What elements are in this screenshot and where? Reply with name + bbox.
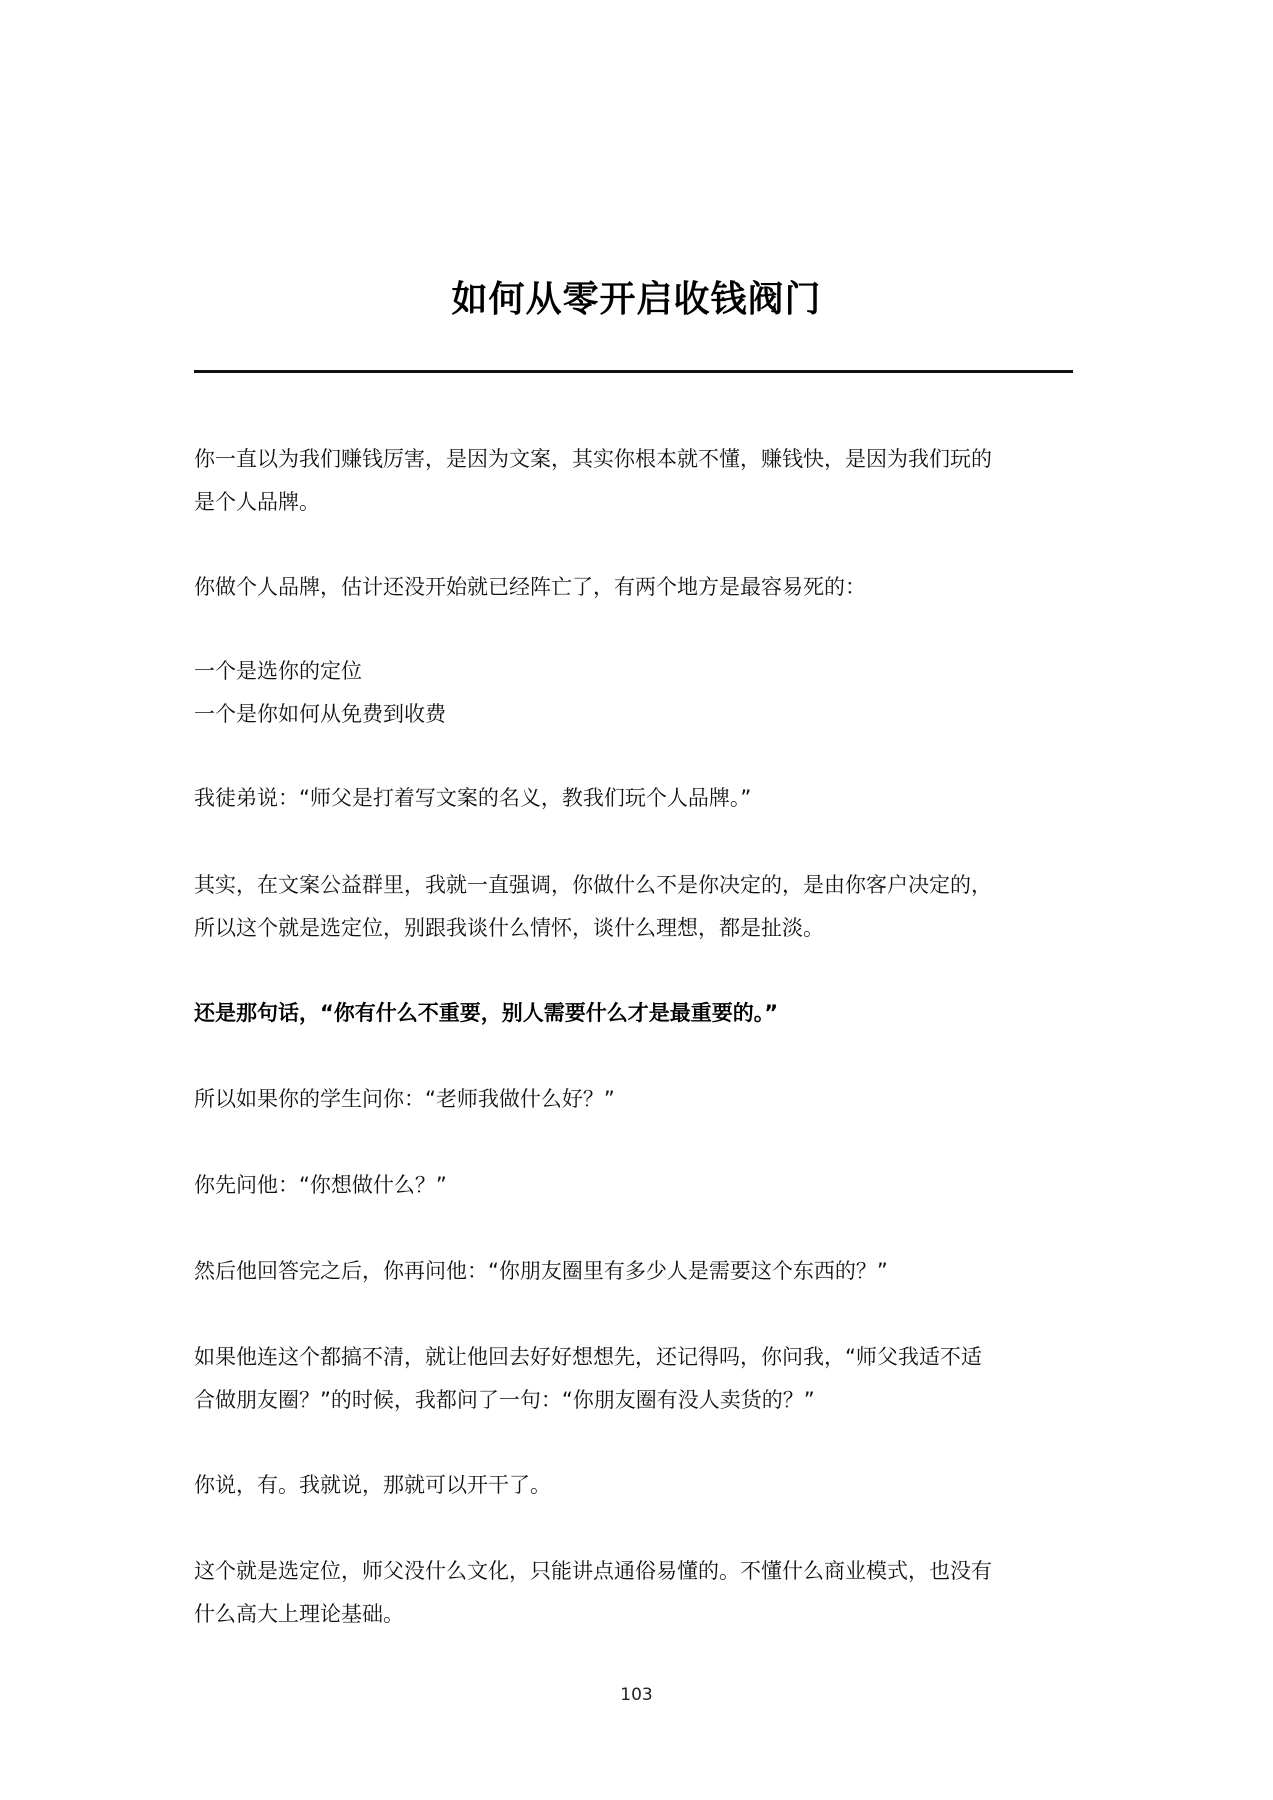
paragraph-4: 我徒弟说：“师父是打着写文案的名义，教我们玩个人品牌。” (194, 786, 752, 810)
page-title: 如何从零开启收钱阀门 (451, 279, 822, 321)
paragraph-9: 然后他回答完之后，你再问他：“你朋友圈里有多少人是需要这个东西的？” (194, 1259, 888, 1283)
paragraph-6-emphasis: 还是那句话，“你有什么不重要，别人需要什么才是最重要的。” (194, 1001, 779, 1025)
paragraph-8: 你先问他：“你想做什么？” (194, 1173, 447, 1197)
paragraph-12: 这个就是选定位，师父没什么文化，只能讲点通俗易懂的。不懂什么商业模式，也没有 什么高大上理论基础。 (194, 1559, 992, 1626)
paragraph-10: 如果他连这个都搞不清，就让他回去好好想想先，还记得吗，你问我，“师父我适不适 合做朋友圈？”的时候，我都问了一句：“你朋友圈有没人卖货的？” (194, 1345, 982, 1412)
paragraph-5: 其实，在文案公益群里，我就一直强调，你做什么不是你决定的，是由你客户决定的， 所以这个就是选定位，别跟我谈什么情怀，谈什么理想，都是扯淡。 (194, 873, 992, 940)
title-divider (194, 370, 1073, 373)
paragraph-11: 你说，有。我就说，那就可以开干了。 (194, 1473, 551, 1497)
paragraph-3: 一个是选你的定位 一个是你如何从免费到收费 (194, 659, 446, 726)
paragraph-7: 所以如果你的学生问你：“老师我做什么好？” (194, 1087, 615, 1111)
page-number: 103 (620, 1685, 653, 1705)
paragraph-2: 你做个人品牌，估计还没开始就已经阵亡了，有两个地方是最容易死的： (194, 575, 866, 599)
paragraph-1: 你一直以为我们赚钱厉害，是因为文案，其实你根本就不懂，赚钱快，是因为我们玩的 是个人品牌。 (194, 447, 992, 514)
